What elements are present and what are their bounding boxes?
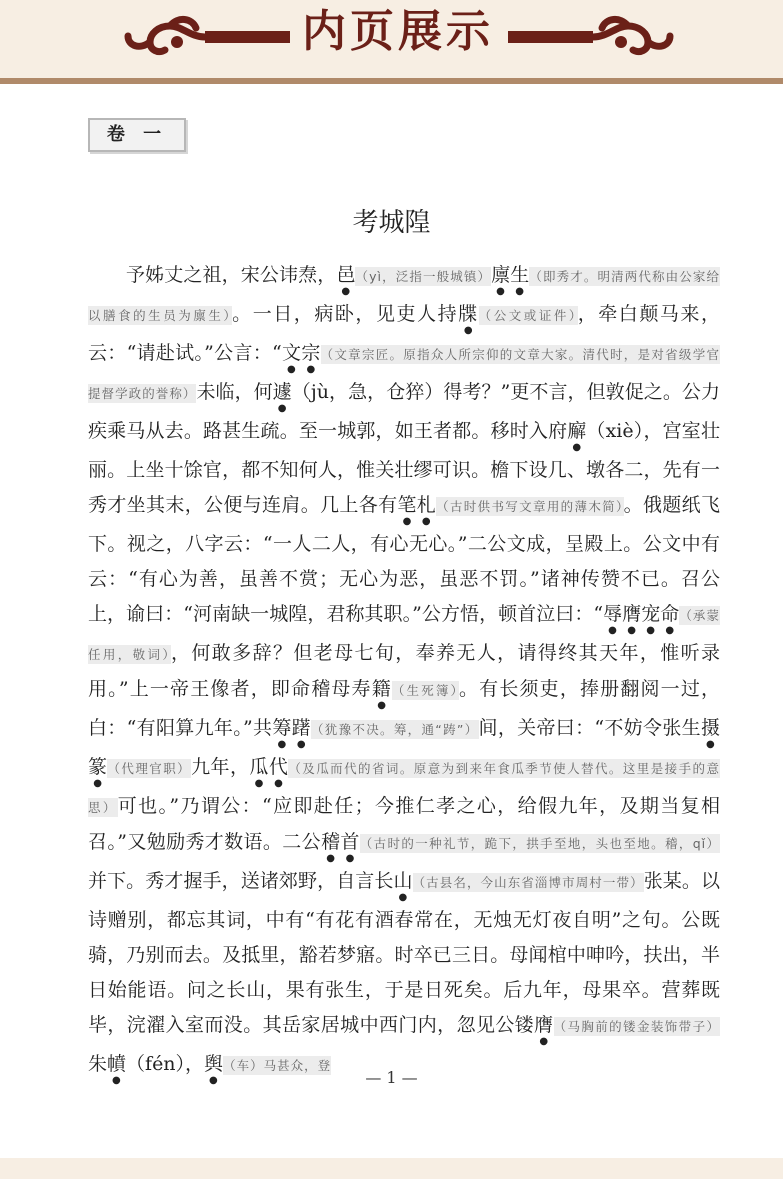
annotated-term: 邑 — [336, 264, 356, 286]
annotated-term: 膺 — [534, 1014, 554, 1036]
annotated-term: 辱膺宠命 — [603, 603, 680, 625]
annotated-term: 摄篆 — [88, 717, 720, 778]
annotated-term: 山 — [393, 870, 413, 892]
body-text — [88, 258, 720, 1086]
annotation: （马胸前的镂金装饰带子） — [553, 1019, 720, 1034]
annotation: （文章宗匠。原指众人所宗仰的文章大家。清代时，是对省级学官提督学政的誉称） — [88, 347, 720, 401]
page-title: 考城隍 — [352, 208, 431, 238]
annotated-term: 籍 — [371, 678, 392, 700]
annotated-term: 牒 — [458, 303, 479, 325]
annotation: （yì，泛指一般城镇） — [355, 269, 492, 284]
annotation: （即秀才。明清两代称由公家给以膳食的生员为廪生） — [88, 269, 720, 323]
annotated-term: 遽 — [272, 381, 292, 403]
annotation: （古时供书写文章用的薄木简） — [436, 499, 624, 514]
banner-title: 内页展示 — [302, 6, 494, 57]
annotated-term: 廪生 — [491, 264, 530, 286]
annotation: （古时的一种礼节，跪下，拱手至地，头也至地。稽，qǐ） — [359, 836, 720, 851]
annotation: （及瓜而代的省词。原意为到来年食瓜季节使人替代。这里是接手的意思） — [88, 761, 720, 815]
annotated-term: 文宗 — [281, 342, 321, 364]
annotation: （承蒙任用，敬词） — [88, 608, 720, 662]
annotated-term: 笔札 — [397, 494, 437, 516]
bottom-band — [0, 1158, 783, 1179]
annotation: （代理官职） — [107, 761, 192, 776]
body-paragraph: 予姊丈之祖，宋公讳焘，邑（yì，泛指一般城镇）廪生（即秀才。明清两代称由公家给以膳食的生员为廪生）。一日，病卧，见吏人持牒（公文或证件），牵白颠马来，云：“请赴试。”公言：“文宗（文章宗匠。原指众人所宗仰的文章大家。清代时，是对省级学官提督学政的誉称）未临，何遽（jù，急，仓猝）得考？”更不言，但敦促之。公力疾乘马从去。路甚生疏。至一城郭，如王者都。移时入府廨（xiè），宫室壮丽。上坐十馀官，都不知何人，惟关壮缪可识。檐下设几、墩各二，先有一秀才坐其末，公便与连肩。几上各有笔札（古时供书写文章用的薄木简）。俄题纸飞下。视之，八字云：“一人二人，有心无心。”二公文成，呈殿上。公文中有云：“有心为善，虽善不赏；无心为恶，虽恶不罚。”诸神传赞不已。召公上，谕曰：“河南缺一城隍，君称其职。”公方悟，顿首泣曰：“辱膺宠命（承蒙任用，敬词），何敢多辞？但老母七旬，奉养无人，请得终其天年，惟听录用。”上一帝王像者，即命稽母寿籍（生死簿）。有长须吏，捧册翻阅一过，白：“有阳算九年。”共筹躇（犹豫不决。筹，通“踌”）间，关帝曰：“不妨令张生摄篆（代理官职）九年，瓜代（及瓜而代的省词。原意为到来年食瓜季节使人替代。这里是接手的意思）可也。”乃谓公：“应即赴任；今推仁孝之心，给假九年，及期当复相召。”又勉励秀才数语。二公稽首（古时的一种礼节，跪下，拱手至地，头也至地。稽，qǐ）并下。秀才握手，送诸郊野，自言长山（古县名，今山东省淄博市周村一带）张某。以诗赠别，都忘其词，中有“有花有酒春常在，无烛无灯夜自明”之句。公既骑，乃别而去。及抵里，豁若梦寤。时卒已三日。母闻棺中呻吟，扶出，半日始能语。问之长山，果有张生，于是日死矣。后九年，母果卒。营葬既毕，浣濯入室而没。其岳家居城中西门内，忽见公镂膺（马胸前的镂金装饰带子）朱幩（fén），舆（车）马甚众，登 — [88, 264, 720, 1075]
annotation: （公文或证件） — [478, 308, 578, 323]
annotated-term: 廨 — [567, 420, 587, 442]
annotated-term: 瓜代 — [249, 756, 289, 778]
annotated-term: 稽首 — [321, 831, 360, 853]
page-number: — 1 — — [365, 1068, 418, 1087]
annotated-term: 筹躇 — [272, 717, 311, 739]
annotated-term: 幩 — [107, 1053, 127, 1075]
annotation: （古县名，今山东省淄博市周村一带） — [412, 875, 644, 890]
volume-label: 卷 一 — [88, 118, 186, 152]
annotation: （车）马甚众，登 — [223, 1058, 332, 1073]
annotation: （犹豫不决。筹，通“踌”） — [311, 722, 479, 737]
annotated-term: 舆 — [204, 1053, 224, 1075]
annotation: （生死簿） — [391, 683, 459, 698]
